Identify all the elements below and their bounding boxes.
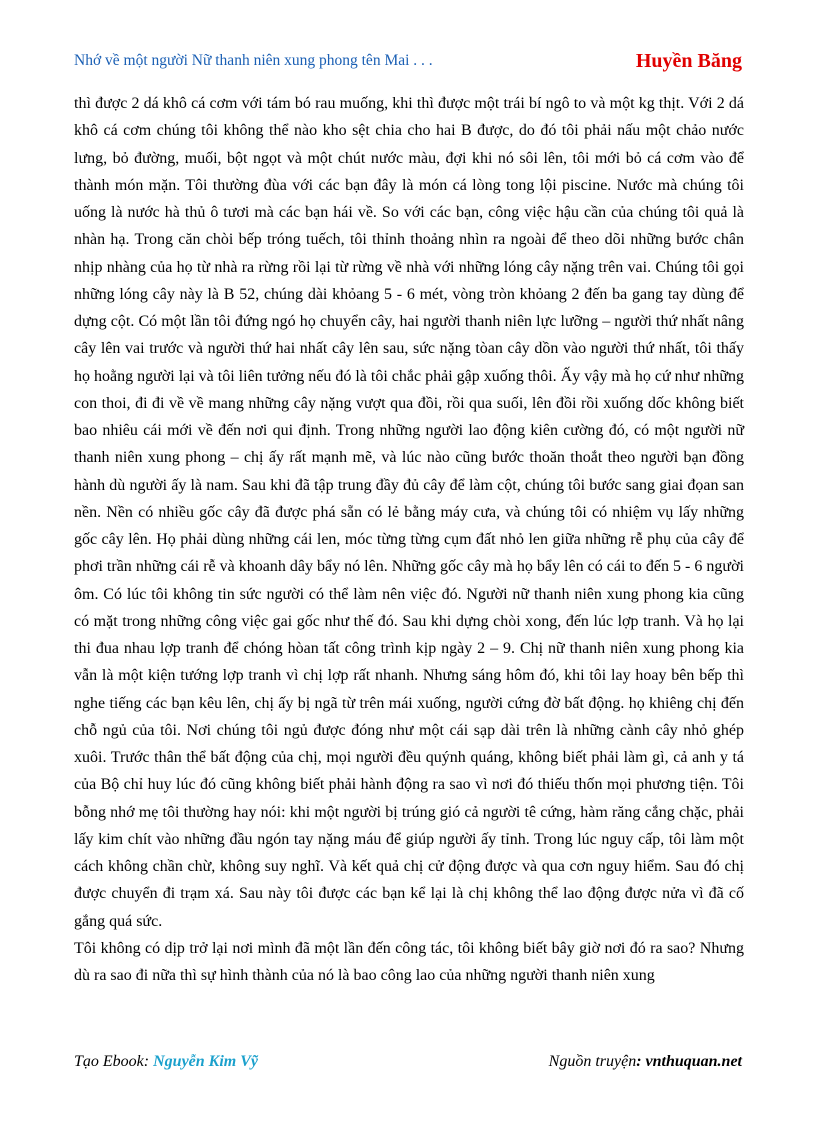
- ebook-credit: [74, 1053, 258, 1071]
- body-paragraph: thì được 2 dá khô cá cơm với tám bó rau muống, khi thì được một trái bí ngô to và một kg thịt. Với 2 dá khô cá cơm chúng tôi không thể nào kho sệt chia cho hai B được, do đó tôi phải nấu một chảo nước lưng, bỏ đường, muối, bột ngọt và một chút nước màu, đợi khi nó sôi lên, tôi mới bỏ cá cơm vào để thành món mặn. Tôi thường đùa với các bạn đây là món cá lòng tong lội piscine. Nước mà chúng tôi uống là nước hà thủ ô tươi mà các bạn hái về. So với các bạn, công việc hậu cần của chúng tôi quả là nhàn hạ. Trong căn chòi bếp tróng tuếch, tôi thỉnh thoảng nhìn ra ngoài để theo dõi những bước chân nhịp nhàng của họ từ nhà ra rừng rồi lại từ rừng về nhà với những lóng cây nặng trên vai. Chúng tôi gọi những lóng cây này là B 52, chúng dài khỏang 5 - 6 mét, vòng tròn khỏang 2 đến ba gang tay dùng để dựng cột. Có một lần tôi đứng ngó họ chuyển cây, hai người thanh niên lực lưỡng – người thứ nhất nâng cây lên vai trước và người thứ hai nhất cây lên sau, sức nặng tòan cây dồn vào người thứ nhất, tôi thấy họ hoằng người lại và tôi liên tưởng nếu đó là tôi chắc phải gập xuống thôi. Ấy vậy mà họ cứ như những con thoi, đi đi về về mang những cây nặng vượt qua đồi, rồi qua suối, lên đồi rồi xuống dốc không biết bao nhiêu cái mới về đến nơi qui định. Trong những người lao động kiên cường đó, có một người nữ thanh niên xung phong – chị ấy rất mạnh mẽ, và lúc nào cũng bước thoăn thoắt theo người bạn đồng hành dù người ấy là nam. Sau khi đã tập trung đầy đủ cây để làm cột, chúng tôi bước sang giai đọan san nền. Nền có nhiều gốc cây đã được phá sẵn có lẻ bằng máy cưa, và chúng tôi có nhiệm vụ lấy những gốc cây lên. Họ phải dùng những cái len, móc từng từng cụm đất nhỏ len giữa những rễ phụ của cây để phơi trần những cái rễ và khoanh dây bẩy nó lên. Những gốc cây mà họ bẩy lên có cái to đến 5 - 6 người ôm. Có lúc tôi không tin sức người có thể làm nên việc đó. Người nữ thanh niên xung phong kia cũng có mặt trong những công việc gai gốc như thế đó. Sau khi dựng chòi xong, đến lúc lợp tranh. Và họ lại thi đua nhau lợp tranh để chóng hòan tất công trình kịp ngày 2 – 9. Chị nữ thanh niên xung phong kia vẫn là một kiện tướng lợp tranh vì chị lợp rất nhanh. Nhưng sáng hôm đó, khi tôi lay hoay bên bếp thì nghe tiếng các bạn kêu lên, chị ấy bị ngã từ trên mái xuống, người cứng đờ bất động. họ khiêng chị đến chỗ ngủ của tôi. Nơi chúng tôi ngủ được đóng như một cái sạp dài trên là những cành cây nhỏ ghép xuôi. Trước thân thể bất động của chị, mọi người đều quýnh quáng, không biết phải làm gì, cả anh y tá của Bộ chỉ huy lúc đó cũng không biết phải hành động ra sao vì nơi đó thiếu thốn mọi phương tiện. Tôi bỗng nhớ mẹ tôi thường hay nói: khi một người bị trúng gió cả người tê cứng, hàm răng cắng chặc, phải lấy kim chít vào những đầu ngón tay nặng máu để giúp người ấy tỉnh. Trong lúc nguy cấp, tôi làm một cách không chần chừ, không suy nghĩ. Và kết quả chị cử động được và qua cơn nguy hiểm. Sau đó chị được chuyển đi trạm xá. Sau này tôi được các bạn kể lại là chị không thể lao động được nửa vì đã cố gắng quá sức.: [74, 95, 744, 930]
- body-text: [74, 90, 744, 989]
- source-label: Nguồn truyện: [548, 1053, 637, 1070]
- header-title: Nhớ về một người Nữ thanh niên xung phong tên Mai . . .: [74, 52, 433, 69]
- ebook-label: Tạo Ebook: [74, 1053, 144, 1070]
- header-author: Huyền Băng: [635, 50, 742, 72]
- ebook-separator: :: [143, 1053, 154, 1070]
- source-credit: [549, 1053, 742, 1071]
- ebook-creator-name: Nguyễn Kim Vỹ: [153, 1053, 258, 1070]
- body-paragraph: Tôi không có dịp trở lại nơi mình đã một lần đến công tác, tôi không biết bây giờ nơi đó ra sao? Nhưng dù ra sao đi nữa thì sự hình thành của nó là bao công lao của những người thanh niên xung: [74, 939, 744, 984]
- page-footer: [74, 1053, 742, 1077]
- source-site: vnthuquan.net: [645, 1053, 742, 1070]
- source-separator: :: [636, 1053, 646, 1070]
- page-header: [74, 50, 742, 76]
